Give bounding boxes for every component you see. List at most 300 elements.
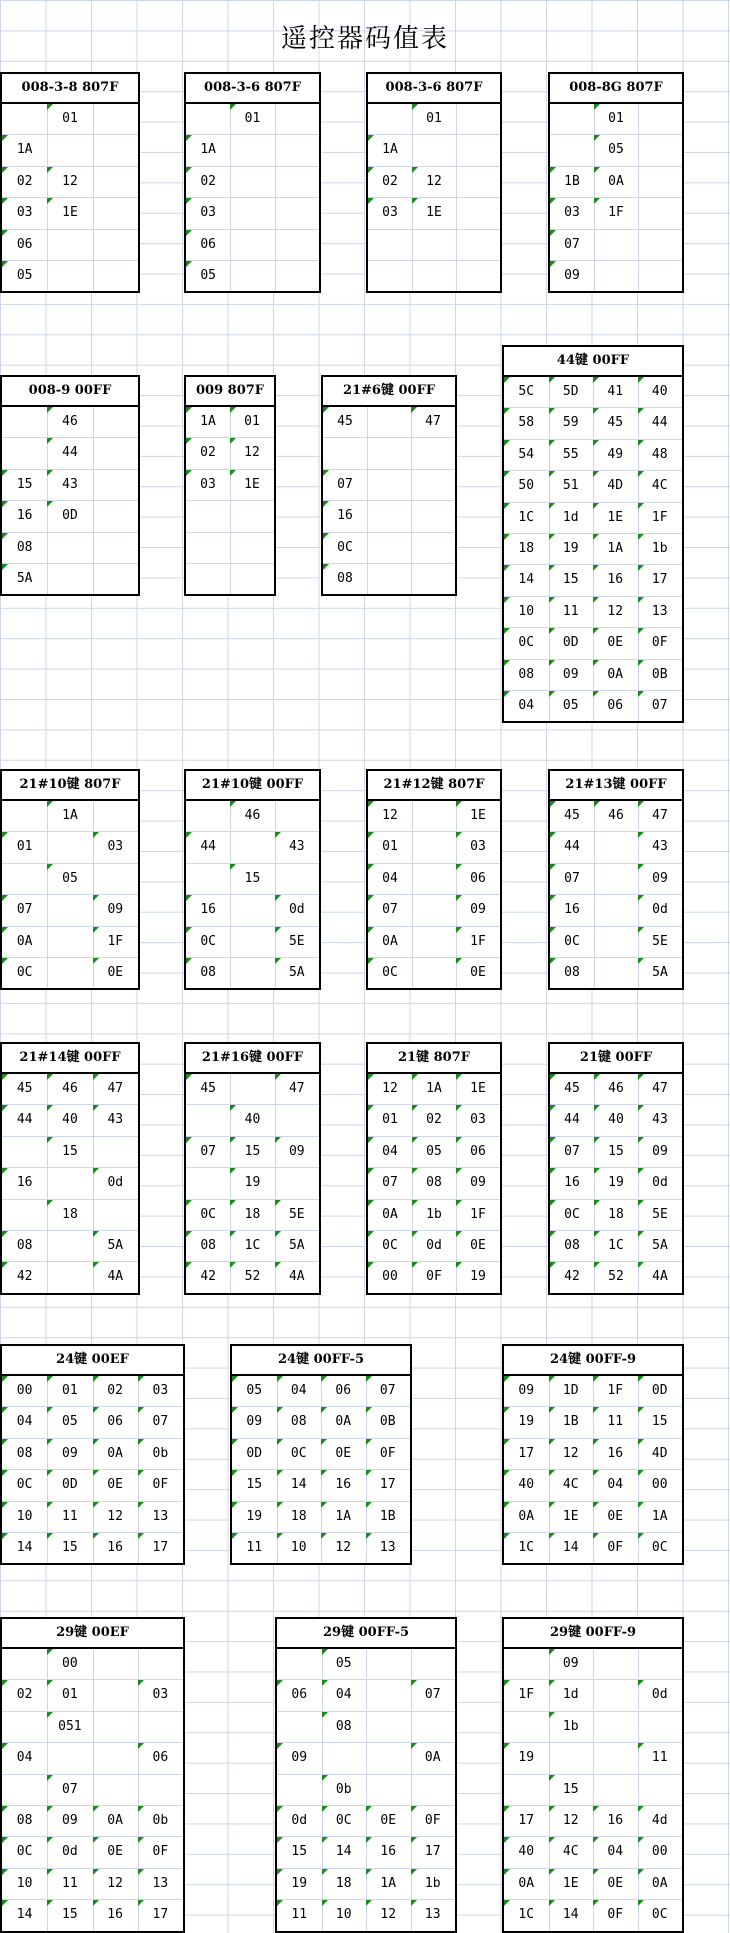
code-cell — [230, 261, 274, 291]
cell-marker-icon — [550, 198, 556, 204]
cell-marker-icon — [47, 1533, 53, 1539]
cell-marker-icon — [368, 1105, 374, 1111]
cell-marker-icon — [550, 927, 556, 933]
code-cell: 07 — [337, 476, 353, 492]
cell-marker-icon — [411, 1900, 417, 1906]
code-cell: 01 — [244, 111, 261, 126]
code-cell — [456, 230, 500, 260]
code-cell: 08 — [200, 1237, 216, 1253]
cell-marker-icon — [47, 1470, 53, 1476]
code-cell: 0A — [382, 1206, 398, 1222]
table-header: 21键 00FF — [550, 1044, 682, 1074]
code-cell: 0A — [518, 1508, 535, 1524]
cell-marker-icon — [93, 832, 99, 838]
cell-marker-icon — [277, 1900, 283, 1906]
code-cell: 12 — [562, 1445, 579, 1461]
code-cell: 0E — [107, 1477, 123, 1493]
cell-marker-icon — [368, 135, 374, 141]
table-row — [2, 1231, 138, 1262]
table-row — [550, 832, 682, 863]
table-row — [2, 1775, 183, 1806]
code-cell: 16 — [607, 572, 624, 588]
table-row — [504, 534, 682, 565]
cell-marker-icon — [93, 1837, 99, 1843]
cell-marker-icon — [549, 691, 555, 697]
table-row — [186, 438, 274, 469]
code-cell: 05 — [62, 1414, 78, 1430]
table-row — [2, 104, 138, 135]
cell-marker-icon — [593, 597, 599, 603]
code-cell — [93, 198, 138, 228]
code-cell — [411, 1775, 456, 1805]
cell-marker-icon — [638, 895, 644, 901]
cell-marker-icon — [2, 230, 8, 236]
code-cell: 44 — [564, 839, 580, 855]
code-cell: 03 — [152, 1687, 169, 1703]
code-cell: 07 — [564, 870, 580, 886]
cell-marker-icon — [638, 1470, 644, 1476]
code-cell — [186, 501, 230, 531]
code-cell — [638, 230, 682, 260]
table-row — [550, 1105, 682, 1136]
code-cell: 02 — [16, 1687, 33, 1703]
cell-marker-icon — [186, 261, 192, 267]
cell-marker-icon — [638, 1200, 644, 1206]
cell-marker-icon — [504, 377, 510, 383]
code-cell: 1C — [244, 1237, 261, 1253]
code-cell: 17 — [152, 1539, 169, 1555]
code-cell: 19 — [518, 1750, 535, 1766]
code-cell: 1A — [382, 142, 398, 158]
code-cell: 0C — [290, 1445, 307, 1461]
code-cell: 12 — [607, 603, 624, 619]
table-row — [186, 895, 319, 926]
code-table — [0, 72, 140, 293]
code-cell: 42 — [16, 1269, 33, 1285]
code-cell: 07 — [564, 236, 580, 252]
table-row — [2, 533, 138, 564]
code-cell: 0b — [335, 1781, 352, 1797]
cell-marker-icon — [550, 230, 556, 236]
code-cell: 1D — [562, 1383, 579, 1398]
cell-marker-icon — [93, 1407, 99, 1413]
cell-marker-icon — [638, 628, 644, 634]
code-cell: 43 — [652, 839, 668, 855]
cell-marker-icon — [275, 832, 281, 838]
cell-marker-icon — [593, 660, 599, 666]
cell-marker-icon — [230, 104, 236, 110]
cell-marker-icon — [2, 533, 8, 539]
cell-marker-icon — [47, 1712, 53, 1718]
code-cell: 04 — [16, 1414, 33, 1430]
cell-marker-icon — [230, 1200, 236, 1206]
code-cell — [93, 1649, 138, 1679]
table-row — [2, 1649, 183, 1680]
cell-marker-icon — [504, 691, 510, 697]
cell-marker-icon — [47, 1439, 53, 1445]
code-cell — [230, 927, 274, 957]
code-cell: 1d — [562, 1687, 579, 1703]
cell-marker-icon — [504, 660, 510, 666]
cell-marker-icon — [549, 1837, 555, 1843]
cell-marker-icon — [321, 1376, 327, 1382]
table-row — [368, 167, 500, 198]
cell-marker-icon — [186, 1200, 192, 1206]
cell-marker-icon — [411, 1743, 417, 1749]
code-cell: 13 — [152, 1508, 169, 1524]
cell-marker-icon — [277, 1407, 283, 1413]
table-row — [2, 135, 138, 166]
cell-marker-icon — [2, 135, 8, 141]
code-cell: 0E — [335, 1445, 352, 1461]
code-cell — [411, 470, 455, 500]
table-row — [550, 1231, 682, 1262]
cell-marker-icon — [412, 1105, 418, 1111]
code-cell — [411, 438, 455, 468]
code-cell — [594, 927, 638, 957]
table-row — [504, 1900, 682, 1930]
cell-marker-icon — [456, 864, 462, 870]
code-cell: 1A — [200, 414, 216, 429]
cell-marker-icon — [504, 1869, 510, 1875]
code-cell — [186, 104, 230, 134]
code-cell: 0d — [652, 902, 668, 918]
code-cell: 46 — [62, 414, 78, 429]
cell-marker-icon — [93, 1869, 99, 1875]
code-table — [184, 769, 321, 990]
cell-marker-icon — [366, 1900, 372, 1906]
cell-marker-icon — [412, 1200, 418, 1206]
code-cell: 0C — [382, 1237, 398, 1253]
cell-marker-icon — [411, 1837, 417, 1843]
cell-marker-icon — [230, 407, 236, 413]
cell-marker-icon — [138, 1900, 144, 1906]
cell-marker-icon — [638, 1074, 644, 1080]
code-cell: 01 — [16, 839, 33, 855]
cell-marker-icon — [593, 1837, 599, 1843]
cell-marker-icon — [322, 1680, 328, 1686]
cell-marker-icon — [366, 1407, 372, 1413]
code-table — [0, 1344, 185, 1565]
code-cell: 0d — [291, 1812, 308, 1828]
code-cell: 18 — [244, 1206, 261, 1222]
table-header: 008-9 00FF — [2, 377, 138, 407]
code-cell: 1A — [200, 142, 216, 158]
code-cell: 01 — [62, 1383, 78, 1398]
code-cell: 07 — [382, 902, 398, 918]
code-cell: 16 — [564, 902, 580, 918]
code-cell — [594, 895, 638, 925]
code-cell — [456, 135, 500, 165]
table-row — [186, 927, 319, 958]
code-cell: 08 — [16, 1812, 33, 1828]
code-cell: 0E — [380, 1812, 397, 1828]
table-header: 21#13键 00FF — [550, 771, 682, 801]
code-cell: 40 — [518, 1844, 535, 1860]
cell-marker-icon — [2, 1470, 8, 1476]
code-cell — [230, 501, 274, 531]
table-row — [186, 864, 319, 895]
cell-marker-icon — [368, 1231, 374, 1237]
table-header: 21#16键 00FF — [186, 1044, 319, 1074]
table-row — [550, 864, 682, 895]
cell-marker-icon — [638, 1806, 644, 1812]
code-cell — [138, 1649, 183, 1679]
cell-marker-icon — [593, 1900, 599, 1906]
code-cell: 19 — [244, 1175, 261, 1191]
code-cell — [230, 167, 274, 197]
code-cell: 11 — [62, 1875, 78, 1891]
code-cell — [412, 230, 456, 260]
table-header: 21键 807F — [368, 1044, 500, 1074]
cell-marker-icon — [368, 895, 374, 901]
code-cell: 05 — [16, 267, 33, 283]
cell-marker-icon — [593, 1806, 599, 1812]
code-cell — [275, 864, 319, 894]
cell-marker-icon — [186, 438, 192, 444]
cell-marker-icon — [277, 1680, 283, 1686]
code-cell — [412, 927, 456, 957]
table-header: 008-3-6 807F — [368, 74, 500, 104]
code-cell: 4d — [651, 1812, 668, 1828]
code-cell: 1F — [651, 509, 668, 525]
cell-marker-icon — [47, 1869, 53, 1875]
table-row — [2, 1869, 183, 1900]
code-cell: 08 — [16, 1237, 33, 1253]
cell-marker-icon — [550, 261, 556, 267]
cell-marker-icon — [47, 104, 53, 110]
code-cell — [594, 958, 638, 988]
code-cell: 09 — [652, 1143, 668, 1159]
cell-marker-icon — [93, 1262, 99, 1268]
cell-marker-icon — [93, 927, 99, 933]
code-cell: 09 — [470, 1175, 486, 1191]
code-cell — [2, 1137, 47, 1167]
code-cell — [186, 533, 230, 563]
cell-marker-icon — [275, 1200, 281, 1206]
code-cell: 12 — [426, 173, 442, 189]
code-cell: 03 — [564, 205, 580, 221]
code-cell: 0F — [426, 1269, 442, 1285]
table-row — [550, 261, 682, 291]
cell-marker-icon — [411, 1869, 417, 1875]
code-cell — [138, 1712, 183, 1742]
cell-marker-icon — [456, 1231, 462, 1237]
table-row — [186, 470, 274, 501]
cell-marker-icon — [47, 501, 53, 507]
code-cell — [366, 1743, 411, 1773]
cell-marker-icon — [456, 801, 462, 807]
code-cell: 0b — [152, 1812, 169, 1828]
cell-marker-icon — [138, 1376, 144, 1382]
code-cell: 14 — [335, 1844, 352, 1860]
code-cell: 1B — [564, 173, 580, 189]
cell-marker-icon — [47, 407, 53, 413]
cell-marker-icon — [456, 1168, 462, 1174]
code-cell: 0F — [424, 1812, 441, 1828]
code-cell: 04 — [607, 1844, 624, 1860]
cell-marker-icon — [366, 1533, 372, 1539]
table-row — [186, 501, 274, 532]
cell-marker-icon — [594, 1200, 600, 1206]
code-cell: 0d — [62, 1844, 78, 1860]
cell-marker-icon — [93, 1439, 99, 1445]
cell-marker-icon — [593, 1502, 599, 1508]
code-cell: 0D — [62, 508, 78, 524]
cell-marker-icon — [186, 927, 192, 933]
cell-marker-icon — [504, 1680, 510, 1686]
table-header: 24键 00EF — [2, 1346, 183, 1376]
table-row — [232, 1376, 410, 1407]
table-row — [2, 895, 138, 926]
cell-marker-icon — [550, 832, 556, 838]
cell-marker-icon — [593, 534, 599, 540]
code-cell — [550, 135, 594, 165]
code-cell — [230, 958, 274, 988]
cell-marker-icon — [550, 801, 556, 807]
cell-marker-icon — [504, 1502, 510, 1508]
code-cell: 44 — [62, 445, 78, 461]
code-cell: 52 — [608, 1269, 624, 1285]
code-cell: 08 — [426, 1175, 442, 1191]
table-row — [504, 691, 682, 721]
code-cell: 03 — [200, 205, 216, 221]
code-cell: 05 — [562, 697, 579, 713]
code-cell — [2, 1775, 47, 1805]
code-cell: 5E — [288, 933, 305, 949]
code-cell: 11 — [562, 603, 579, 619]
code-cell: 08 — [337, 570, 353, 586]
code-cell: 00 — [62, 1656, 78, 1671]
table-row — [504, 377, 682, 408]
code-cell: 11 — [62, 1508, 78, 1524]
code-cell: 1E — [470, 808, 486, 823]
table-row — [504, 597, 682, 628]
code-cell: 0F — [651, 635, 668, 651]
table-row — [323, 533, 455, 564]
code-cell: 52 — [244, 1269, 261, 1285]
code-cell — [93, 230, 138, 260]
table-row — [186, 198, 319, 229]
cell-marker-icon — [638, 1262, 644, 1268]
table-row — [2, 832, 138, 863]
cell-marker-icon — [550, 1231, 556, 1237]
table-row — [504, 1502, 682, 1533]
table-row — [550, 1137, 682, 1168]
cell-marker-icon — [593, 1376, 599, 1382]
code-cell: 58 — [518, 415, 535, 431]
code-cell: 48 — [651, 446, 668, 462]
code-cell: 0F — [607, 1539, 624, 1555]
table-row — [2, 1837, 183, 1868]
cell-marker-icon — [93, 1168, 99, 1174]
code-cell: 54 — [518, 446, 535, 462]
code-cell — [138, 1775, 183, 1805]
cell-marker-icon — [321, 1439, 327, 1445]
code-cell: 09 — [291, 1750, 308, 1766]
code-cell: 06 — [152, 1750, 169, 1766]
code-cell: 1A — [607, 540, 624, 556]
cell-marker-icon — [2, 1439, 8, 1445]
table-row — [2, 1074, 138, 1105]
cell-marker-icon — [47, 1200, 53, 1206]
cell-marker-icon — [550, 895, 556, 901]
code-cell: 0A — [107, 1812, 123, 1828]
code-cell: 0D — [62, 1477, 78, 1493]
table-row — [550, 135, 682, 166]
table-row — [504, 1470, 682, 1501]
code-cell — [93, 167, 138, 197]
code-cell: 4A — [652, 1269, 668, 1285]
code-cell — [275, 230, 319, 260]
table-row — [2, 1376, 183, 1407]
code-cell: 11 — [291, 1907, 308, 1923]
table-row — [323, 564, 455, 594]
cell-marker-icon — [456, 1137, 462, 1143]
code-cell: 18 — [518, 540, 535, 556]
code-cell: 12 — [107, 1875, 123, 1891]
table-row — [232, 1439, 410, 1470]
code-cell: 1F — [470, 933, 486, 949]
table-header: 44键 00FF — [504, 347, 682, 377]
code-cell: 06 — [607, 697, 624, 713]
cell-marker-icon — [2, 958, 8, 964]
cell-marker-icon — [47, 1837, 53, 1843]
code-cell — [412, 895, 456, 925]
code-cell — [230, 895, 274, 925]
code-cell: 04 — [16, 1750, 33, 1766]
cell-marker-icon — [277, 1806, 283, 1812]
code-cell: 4C — [562, 1844, 579, 1860]
cell-marker-icon — [638, 1869, 644, 1875]
code-cell — [368, 261, 412, 291]
cell-marker-icon — [549, 1900, 555, 1906]
table-row — [550, 104, 682, 135]
table-row — [550, 958, 682, 988]
cell-marker-icon — [593, 565, 599, 571]
table-row — [2, 1680, 183, 1711]
code-cell: 0B — [379, 1414, 396, 1430]
code-cell: 1C — [518, 1539, 535, 1555]
code-cell — [638, 1712, 683, 1742]
code-cell: 12 — [244, 445, 260, 461]
cell-marker-icon — [638, 1105, 644, 1111]
code-cell — [2, 1200, 47, 1230]
cell-marker-icon — [2, 501, 8, 507]
cell-marker-icon — [593, 377, 599, 383]
cell-marker-icon — [549, 1376, 555, 1382]
code-table — [184, 72, 321, 293]
cell-marker-icon — [277, 1439, 283, 1445]
code-cell: 0A — [382, 933, 398, 949]
code-cell — [2, 1712, 47, 1742]
code-cell — [47, 1231, 92, 1261]
cell-marker-icon — [275, 1074, 281, 1080]
code-cell: 15 — [62, 1143, 78, 1159]
cell-marker-icon — [456, 1200, 462, 1206]
code-cell: 05 — [426, 1143, 442, 1159]
cell-marker-icon — [47, 1649, 53, 1655]
code-cell — [2, 438, 47, 468]
table-row — [186, 1074, 319, 1105]
code-cell: 1B — [562, 1414, 579, 1430]
table-row — [2, 470, 138, 501]
code-cell: 44 — [564, 1112, 580, 1128]
cell-marker-icon — [593, 1470, 599, 1476]
code-cell — [366, 1680, 411, 1710]
code-cell: 1d — [562, 509, 579, 525]
code-cell: 00 — [651, 1477, 668, 1493]
